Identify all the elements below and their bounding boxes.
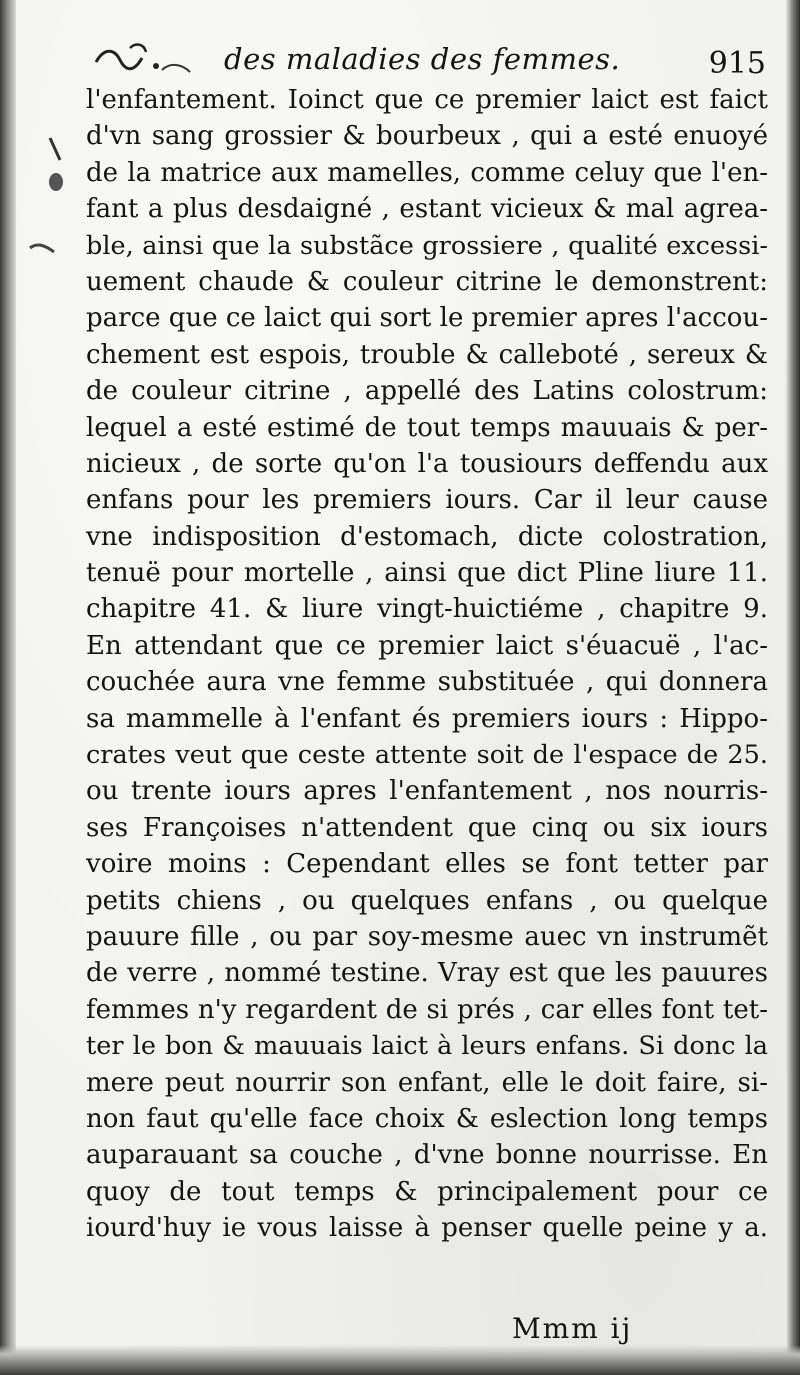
text-line: parce que ce laict qui sort le premier apres l'accou- bbox=[86, 303, 768, 334]
text-line: chapitre 41. & liure vingt-huictiéme , chapitre 9. bbox=[86, 594, 768, 625]
text-line: de verre , nommé testine. Vray est que les pauures bbox=[86, 958, 768, 989]
text-line: mere peut nourrir son enfant, elle le doit faire, si- bbox=[86, 1067, 768, 1098]
text-line: En attendant que ce premier laict s'éuacuë , l'ac- bbox=[86, 630, 768, 661]
page-bottom-edge-shadow bbox=[0, 1345, 800, 1375]
running-title: des maladies des femmes. bbox=[224, 42, 621, 76]
text-line: femmes n'y regardent de si prés , car elles font tet- bbox=[86, 994, 768, 1025]
text-line: lequel a esté estimé de tout temps mauuais & per- bbox=[86, 412, 768, 443]
page-right-edge-shadow bbox=[786, 0, 800, 1375]
text-line: tenuë pour mortelle , ainsi que dict Pline liure 11. bbox=[86, 558, 768, 589]
text-line: quoy de tout temps & principalement pour ce bbox=[86, 1176, 768, 1207]
text-line: ses Françoises n'attendent que cinq ou six iours bbox=[86, 812, 768, 843]
page-number: 915 bbox=[708, 46, 766, 81]
text-line: uement chaude & couleur citrine le demonstrent: bbox=[86, 266, 768, 297]
body-text bbox=[86, 82, 768, 1247]
text-line: fant a plus desdaigné , estant vicieux & mal agrea- bbox=[86, 194, 768, 225]
text-line: auparauant sa couche , d'vne bonne nourrisse. En bbox=[86, 1140, 768, 1171]
signature-mark: Mmm ij bbox=[512, 1312, 633, 1345]
running-header bbox=[84, 36, 774, 84]
page-left-edge-shadow bbox=[0, 0, 16, 1375]
text-line: iourd'huy ie vous laisse à penser quelle peine y a. bbox=[86, 1213, 768, 1244]
text-line: crates veut que ceste attente soit de l'espace de 25. bbox=[86, 740, 768, 771]
text-line: l'enfantement. Ioinct que ce premier laict est faict bbox=[86, 85, 768, 115]
text-line: non faut qu'elle face choix & eslection long temps bbox=[86, 1103, 768, 1134]
text-line: de la matrice aux mamelles, comme celuy que l'en- bbox=[86, 157, 768, 188]
text-line: de couleur citrine , appellé des Latins colostrum: bbox=[86, 376, 768, 407]
text-line: couchée aura vne femme substituée , qui donnera bbox=[86, 667, 768, 698]
text-line: ter le bon & mauuais laict à leurs enfans. Si donc la bbox=[86, 1031, 768, 1062]
text-line: enfans pour les premiers iours. Car il leur cause bbox=[86, 485, 768, 516]
text-line: ble, ainsi que la substãce grossiere , qualité excessi- bbox=[86, 230, 768, 261]
text-line: petits chiens , ou quelques enfans , ou quelque bbox=[86, 885, 768, 916]
text-line: pauure fille , ou par soy-mesme auec vn instrumẽt bbox=[86, 921, 768, 952]
text-line: nicieux , de sorte qu'on l'a tousiours deffendu aux bbox=[86, 448, 768, 479]
text-line: chement est espois, trouble & calleboté , sereux & bbox=[86, 339, 768, 370]
margin-ink-marks-icon bbox=[20, 130, 70, 270]
text-line: d'vn sang grossier & bourbeux , qui a esté enuoyé bbox=[86, 121, 768, 152]
text-line: sa mammelle à l'enfant és premiers iours : Hippo- bbox=[86, 703, 768, 734]
text-line: vne indisposition d'estomach, dicte colostration, bbox=[86, 521, 768, 552]
text-line: ou trente iours apres l'enfantement , nos nourris- bbox=[86, 776, 768, 807]
header-ornament-icon bbox=[90, 40, 200, 80]
text-line: voire moins : Cependant elles se font tetter par bbox=[86, 849, 768, 880]
